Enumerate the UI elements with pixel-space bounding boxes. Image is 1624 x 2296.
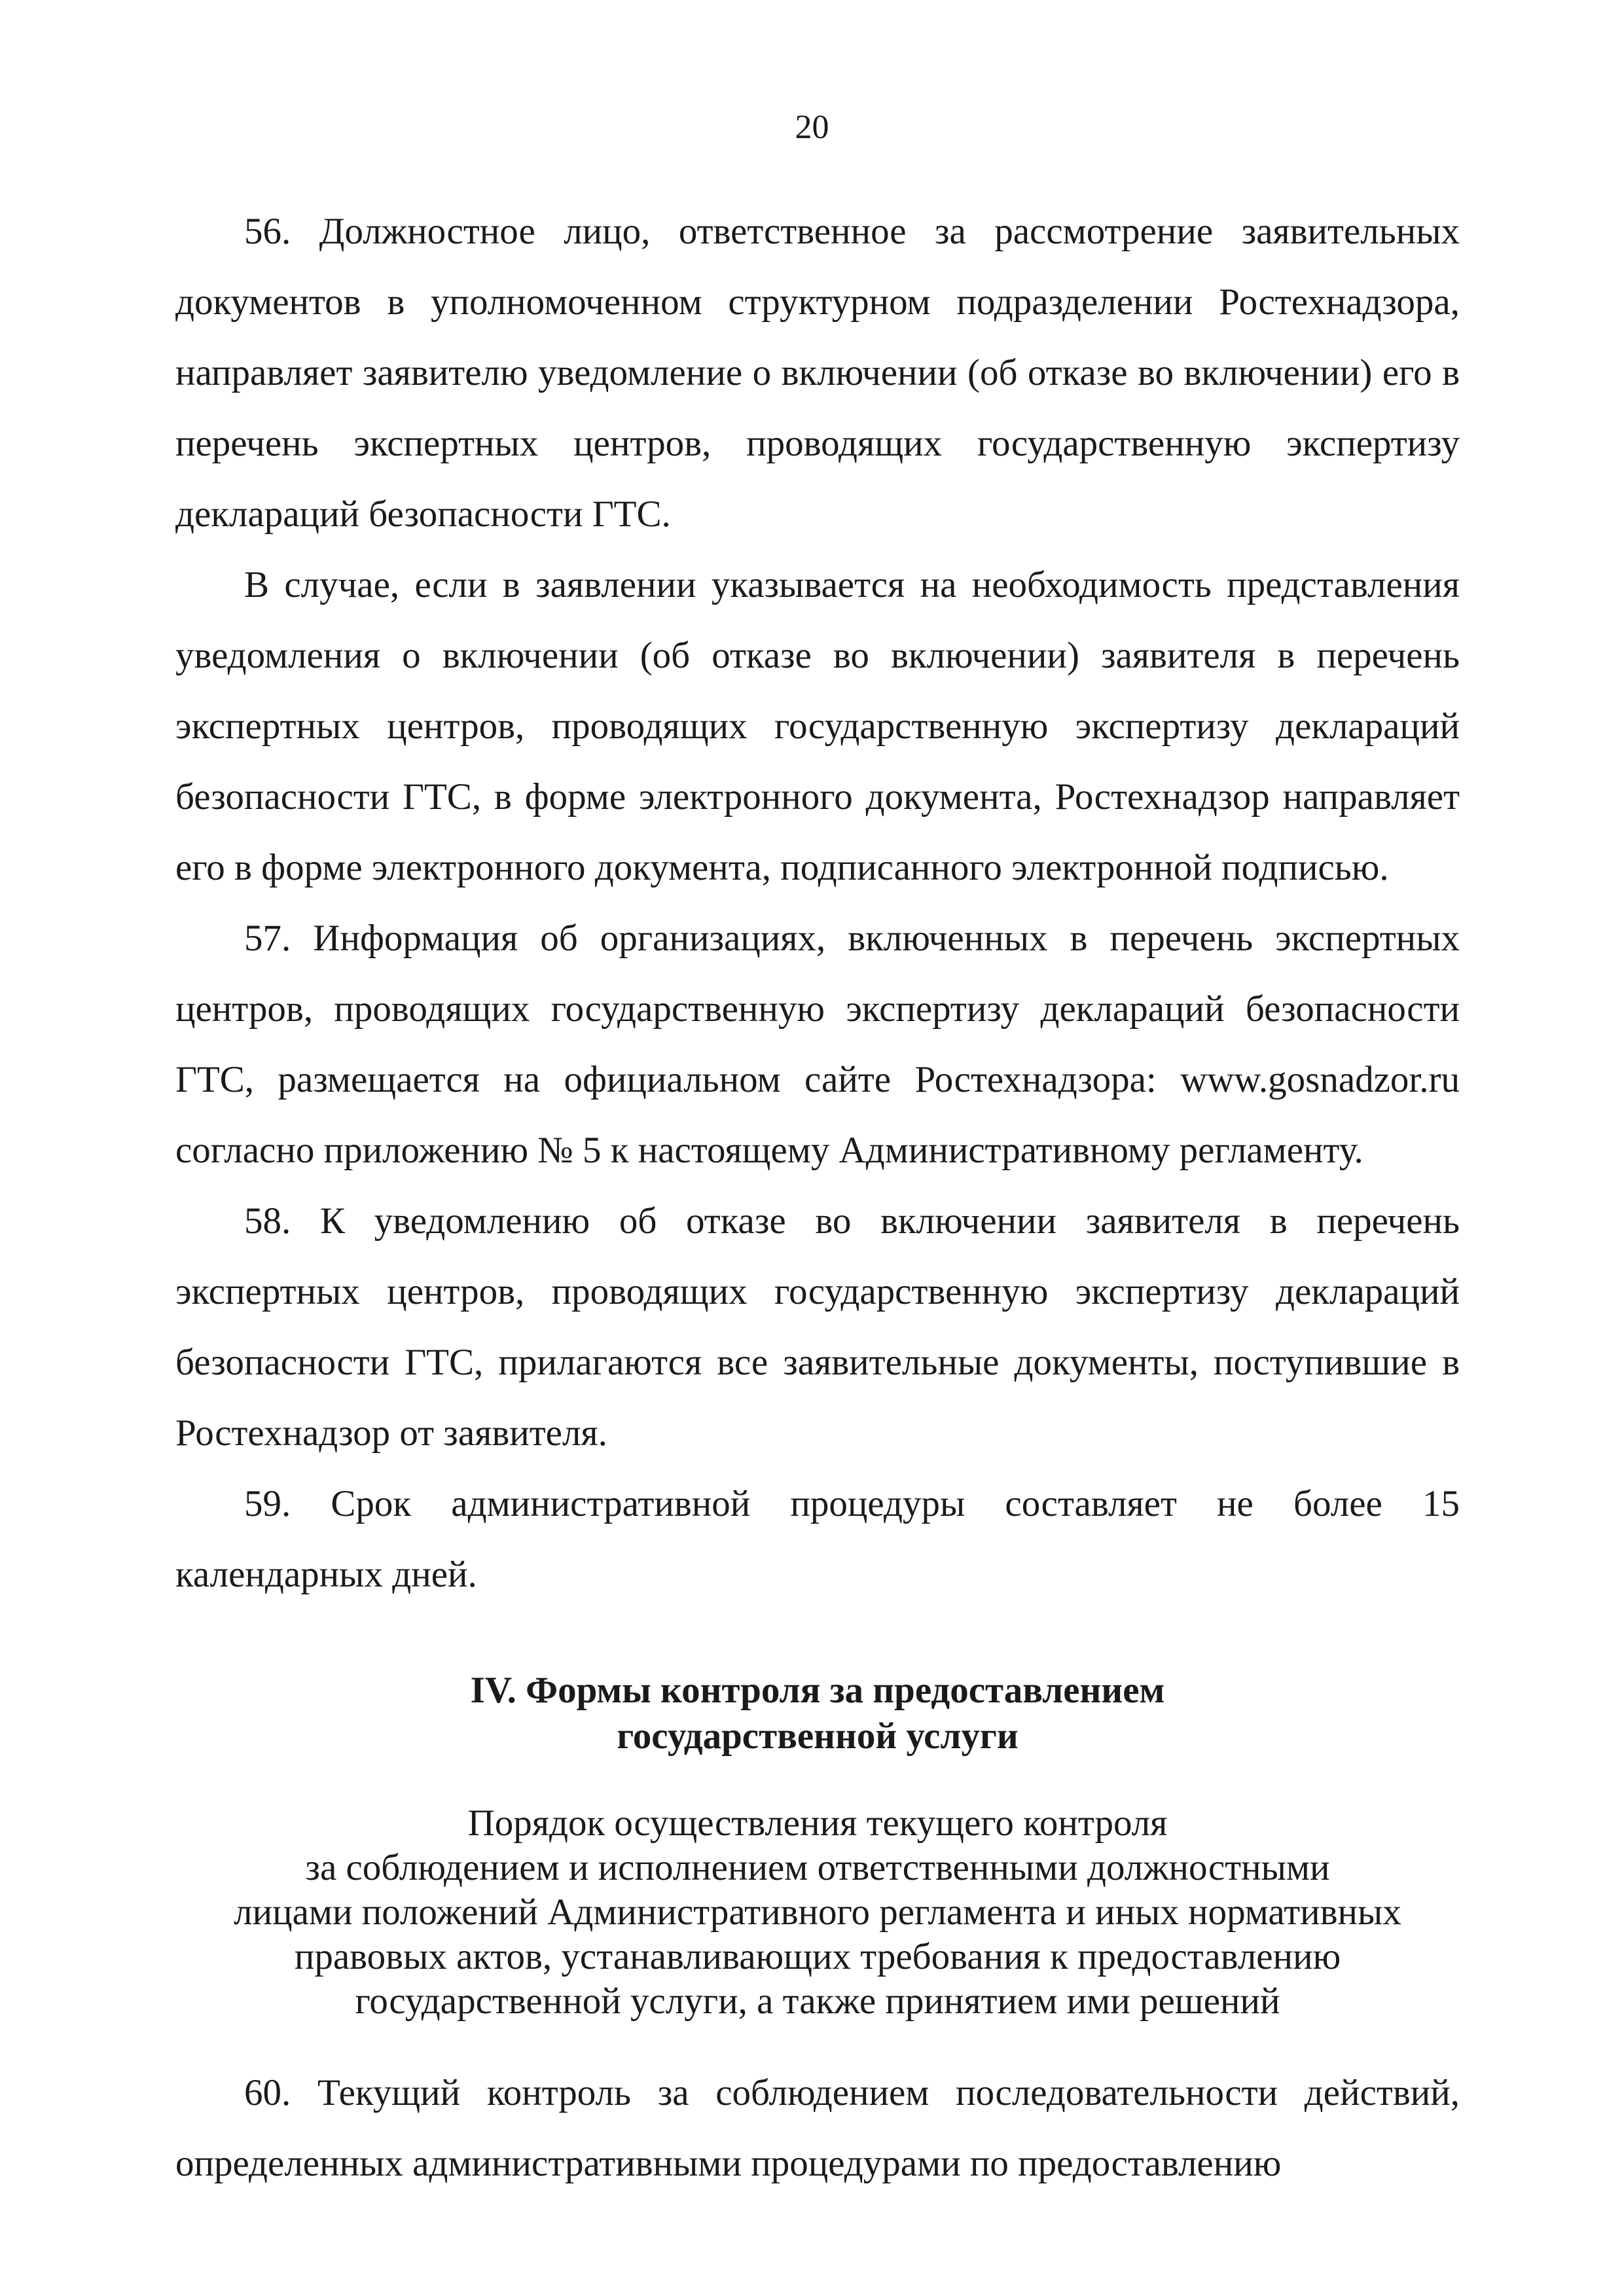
section-iv-heading-block (175, 1668, 1460, 2024)
subsection-heading-line-3: лицами положений Административного регламента и иных нормативных (234, 1892, 1401, 1933)
paragraph-57: 57. Информация об организациях, включенных в перечень экспертных центров, проводящих государственную экспертизу деклараций безопасности ГТС, размещается на официальном сайте Ростехнадзора: www.gosnadzor.ru согласно приложению № 5 к настоящему Административному регламенту. (175, 918, 1460, 1171)
subsection-heading (175, 1801, 1460, 2024)
section-heading-line-1: IV. Формы контроля за предоставлением (470, 1670, 1165, 1711)
paragraph-58: 58. К уведомлению об отказе во включении заявителя в перечень экспертных центров, проводящих государственную экспертизу деклараций безопасности ГТС, прилагаются все заявительные документы, поступившие в Ростехнадзор от заявителя. (175, 1200, 1460, 1454)
subsection-heading-line-2: за соблюдением и исполнением ответственными должностными (305, 1847, 1330, 1888)
document-body (175, 196, 1460, 2199)
section-heading-line-2: государственной услуги (617, 1715, 1019, 1757)
subsection-heading-line-4: правовых актов, устанавливающих требования к предоставлению (294, 1936, 1341, 1977)
paragraph-60: 60. Текущий контроль за соблюдением последовательности действий, определенных административными процедурами по предоставлению (175, 2072, 1460, 2184)
paragraph-59: 59. Срок административной процедуры составляет не более 15 календарных дней. (175, 1483, 1460, 1595)
subsection-heading-line-5: государственной услуги, а также принятием ими решений (355, 1981, 1280, 2022)
post-heading-text (175, 2058, 1460, 2199)
subsection-heading-line-1: Порядок осуществления текущего контроля (467, 1803, 1168, 1844)
page-number: 20 (795, 109, 829, 146)
paragraph-56: 56. Должностное лицо, ответственное за рассмотрение заявительных документов в уполномоченном структурном подразделении Ростехнадзора, направляет заявителю уведомление о включении (об отказе во включении) его в перечень экспертных центров, проводящих государственную экспертизу деклараций безопасности ГТС. (175, 211, 1460, 535)
section-heading (175, 1668, 1460, 1759)
paragraph-56-electronic: В случае, если в заявлении указывается на необходимость представления уведомления о включении (об отказе во включении) заявителя в перечень экспертных центров, проводящих государственную экспертизу деклараций безопасности ГТС, в форме электронного документа, Ростехнадзор направляет его в форме электронного документа, подписанного электронной подписью. (175, 564, 1460, 888)
